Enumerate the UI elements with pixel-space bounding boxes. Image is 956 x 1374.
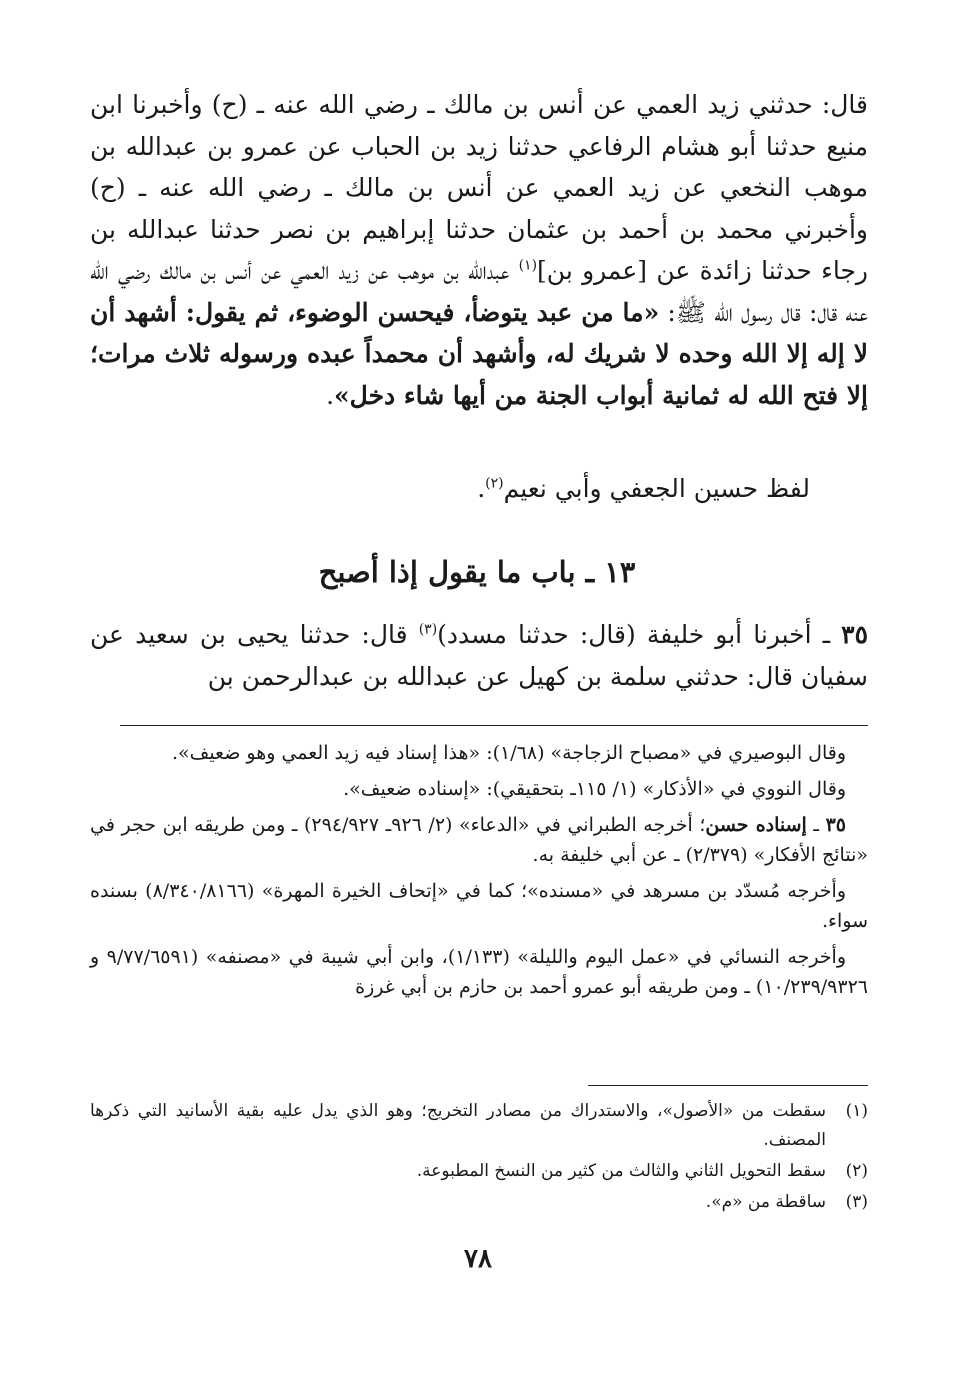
- footnote-marker-1[interactable]: (١): [518, 257, 538, 274]
- chapter-heading: ١٣ ـ باب ما يقول إذا أصبح: [318, 555, 636, 589]
- hadith-number: ٣٥: [841, 620, 868, 649]
- hadith-paragraph: [90, 84, 868, 416]
- hadith-35-paragraph: [90, 614, 868, 697]
- commentary-hadith-number: ٣٥: [825, 814, 846, 836]
- footnote-number: (٢): [845, 1161, 868, 1181]
- hadith-35-text-continued: قال: حدثنا يحيى بن سعيد عن سفيان قال: حدثني سلمة بن كهيل عن عبدالله بن عبدالرحمن بن: [90, 620, 868, 691]
- commentary-divider: [120, 725, 868, 726]
- commentary-section: [90, 738, 868, 1008]
- footnote-number: (٣): [845, 1192, 868, 1212]
- main-text: [90, 84, 868, 416]
- footnotes-divider: [588, 1085, 868, 1086]
- footnote-marker-3[interactable]: (٣): [418, 621, 438, 638]
- footnote-text: سقط التحويل الثاني والثالث من كثير من النسخ المطبوعة.: [416, 1161, 826, 1181]
- wording-note-text: لفظ حسين الجعفي وأبي نعيم: [503, 474, 810, 503]
- page-number: ٧٨: [464, 1244, 492, 1274]
- commentary-takhrij: ؛ أخرجه الطبراني في «الدعاء» (٢/ ٩٢٦ـ ٢٩٤/٩٢٧) ـ ومن طريقه ابن حجر في «نتائج الأفكار» (٢/٣٧٩) ـ عن أبي خليفة به.: [90, 814, 868, 866]
- wording-note: [90, 468, 810, 510]
- footnote-1: [90, 1097, 868, 1155]
- commentary-hadith-35: [90, 810, 868, 870]
- footnote-number: (١): [845, 1101, 868, 1121]
- commentary-separator: ـ: [806, 814, 826, 836]
- commentary-musaddad: وأخرجه مُسدّد بن مسرهد في «مسنده»؛ كما في «إتحاف الخيرة المهرة» (٨/٣٤٠/٨١٦٦) بسنده سواء.: [90, 880, 868, 932]
- commentary-nawawi: وقال النووي في «الأذكار» (١/ ١١٥ـ بتحقيقي): «إسناده ضعيف».: [343, 778, 846, 800]
- hadith-end-mark: .: [326, 380, 335, 410]
- footnote-2: [90, 1157, 868, 1186]
- hadith-chain-text-continued: عبدالله بن موهب عن زيد العمي عن أنس بن مالك رضي الله عنه قال: قال رسول الله ﷺ:: [90, 256, 868, 327]
- grading-label: إسناده حسن: [705, 814, 807, 836]
- footnote-text: سقطت من «الأصول»، والاستدراك من مصادر التخريج؛ وهو الذي يدل عليه بقية الأسانيد التي ذكرها المصنف.: [90, 1101, 826, 1150]
- commentary-busiri: وقال البوصيري في «مصباح الزجاجة» (١/٦٨): «هذا إسناد فيه زيد العمي وهو ضعيف».: [171, 742, 846, 764]
- wording-note-end: .: [477, 474, 486, 503]
- footnote-marker-2[interactable]: (٢): [485, 475, 504, 492]
- commentary-nasai: وأخرجه النسائي في «عمل اليوم والليلة» (١/١٣٣)، وابن أبي شيبة في «مصنفه» (٩/٧٧/٦٥٩١ و ١٠/٢٣٩/٩٣٢٦) ـ ومن طريقه أبو عمرو أحمد بن حازم بن أبي غرزة: [90, 946, 868, 998]
- hadith-matn: «ما من عبد يتوضأ، فيحسن الوضوء، ثم يقول: أشهد أن لا إله إلا الله وحده لا شريك له، وأشهد أن محمداً عبده ورسوله ثلاث مرات؛ إلا فتح الله له ثمانية أبواب الجنة من أيها شاء دخل»: [90, 297, 868, 410]
- footnote-3: [90, 1188, 868, 1217]
- hadith-chain-text: قال: حدثني زيد العمي عن أنس بن مالك ـ رضي الله عنه ـ (ح) وأخبرنا ابن منيع حدثنا أبو هشام الرفاعي حدثنا زيد بن الحباب عن عمرو بن عبدالله بن موهب النخعي عن زيد العمي عن أنس بن مالك ـ رضي الله عنه ـ (ح) وأخبرني محمد بن أحمد بن عثمان حدثنا إبراهيم بن نصر حدثنا عبدالله بن رجاء حدثنا زائدة عن [عمرو بن]: [90, 90, 868, 285]
- hadith-35-text: ـ أخبرنا أبو خليفة (قال: حدثنا مسدد): [437, 620, 842, 649]
- footnote-text: ساقطة من «م».: [705, 1192, 826, 1212]
- footnotes: [90, 1097, 868, 1219]
